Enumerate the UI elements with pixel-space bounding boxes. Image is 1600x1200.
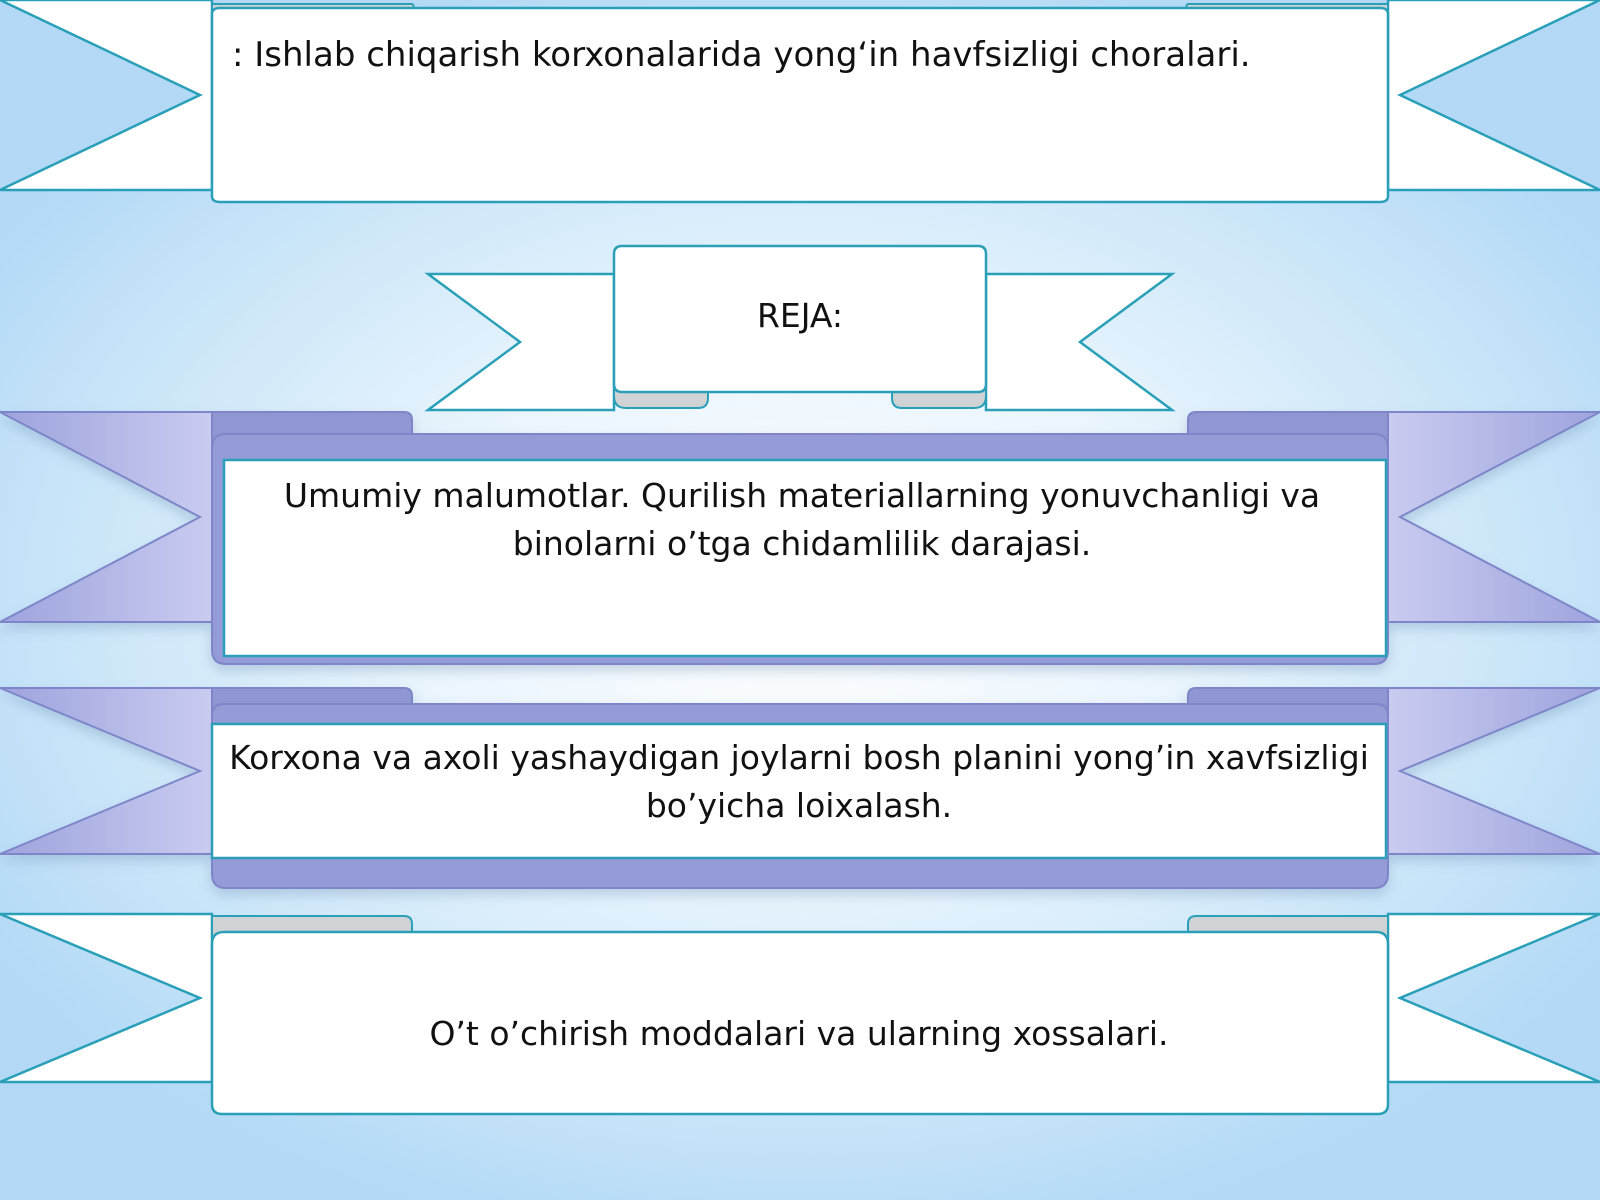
slide-title: : Ishlab chiqarish korxonalarida yong‘in havfsizligi choralari. (232, 35, 1251, 75)
plan-item-1: Umumiy malumotlar. Qurilish materiallarning yonuvchanligi va binolarni o’tga chidamlilik darajasi. (283, 476, 1321, 563)
plan-item-3: O’t o’chirish moddalari va ularning xossalari. (429, 1014, 1169, 1053)
plan-item-2: Korxona va axoli yashaydigan joylarni bosh planini yong’in xavfsizligi bo’yicha loixalash. (229, 738, 1369, 825)
plan-heading: REJA: (756, 296, 844, 335)
